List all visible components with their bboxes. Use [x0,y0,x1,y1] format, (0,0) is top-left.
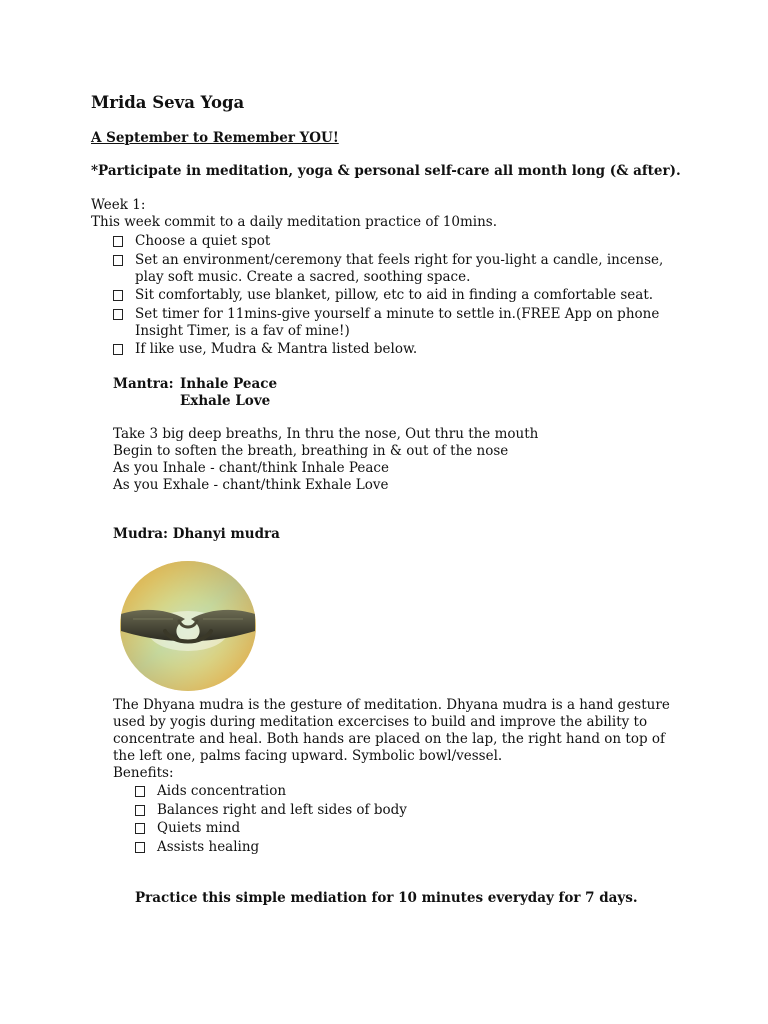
list-item-text: Assists healing [157,838,260,855]
checkbox-icon [135,842,145,853]
week-1-heading: Week 1: [91,197,146,213]
breath-line: Begin to soften the breath, breathing in & out of the nose [113,443,509,459]
dhyana-mudra-hands-image [113,559,263,693]
checkbox-icon [113,290,123,301]
list-item-text: Choose a quiet spot [135,233,271,249]
mudra-description-text: The Dhyana mudra is the gesture of meditation. Dhyana mudra is a hand gesture used by yogis during meditation excercises to build and improve the ability to concentrate and heal. Both hands are placed on the lap, the right hand on top of the left one, palms facing upward. Symbolic bowl/vessel. [113,697,670,764]
week-1-description: This week commit to a daily meditation practice of 10mins. [91,214,497,230]
benefits-label: Benefits: [113,765,174,781]
list-item [113,287,673,304]
checkbox-icon [113,236,123,247]
list-item-text: Set an environment/ceremony that feels right for you-light a candle, incense, play soft music. Create a sacred, soothing space. [135,251,664,285]
mantra-label: Mantra: [113,376,174,392]
document-title: Mrida Seva Yoga [91,93,245,112]
week-1-checklist [113,233,673,360]
list-item [135,820,655,837]
list-item-text: Balances right and left sides of body [157,801,407,818]
checkbox-icon [113,309,123,320]
mudra-description [113,697,673,782]
breath-line: Take 3 big deep breaths, In thru the nose, Out thru the mouth [113,426,539,442]
list-item [113,306,673,340]
list-item [135,783,655,800]
list-item [113,252,673,286]
list-item-text: If like use, Mudra & Mantra listed below. [135,341,418,357]
mantra-line-2: Exhale Love [180,393,271,409]
breath-line: As you Inhale - chant/think Inhale Peace [113,460,389,476]
intro-text: *Participate in meditation, yoga & personal self-care all month long (& after). [91,163,681,179]
mudra-heading: Mudra: Dhanyi mudra [113,526,280,542]
closing-instruction: Practice this simple mediation for 10 minutes everyday for 7 days. [135,890,638,906]
list-item [113,233,673,250]
checkbox-icon [113,344,123,355]
breath-line: As you Exhale - chant/think Exhale Love [113,477,389,493]
checkbox-icon [113,255,123,266]
list-item [135,802,655,819]
document-subtitle: A September to Remember YOU! [91,130,339,146]
checkbox-icon [135,823,145,834]
checkbox-icon [135,805,145,816]
checkbox-icon [135,786,145,797]
list-item-text: Sit comfortably, use blanket, pillow, etc to aid in finding a comfortable seat. [135,287,654,303]
list-item-text: Quiets mind [157,820,241,836]
list-item-text: Aids concentration [157,783,287,799]
list-item-text: Set timer for 11mins-give yourself a minute to settle in.(FREE App on phone Insight Timer, is a fav of mine!) [135,305,660,339]
list-item [135,839,655,856]
mantra-line-1: Inhale Peace [180,376,278,392]
list-item [113,341,673,358]
benefits-checklist [135,783,655,857]
mantra-block [113,376,277,410]
breath-instructions [113,426,538,494]
